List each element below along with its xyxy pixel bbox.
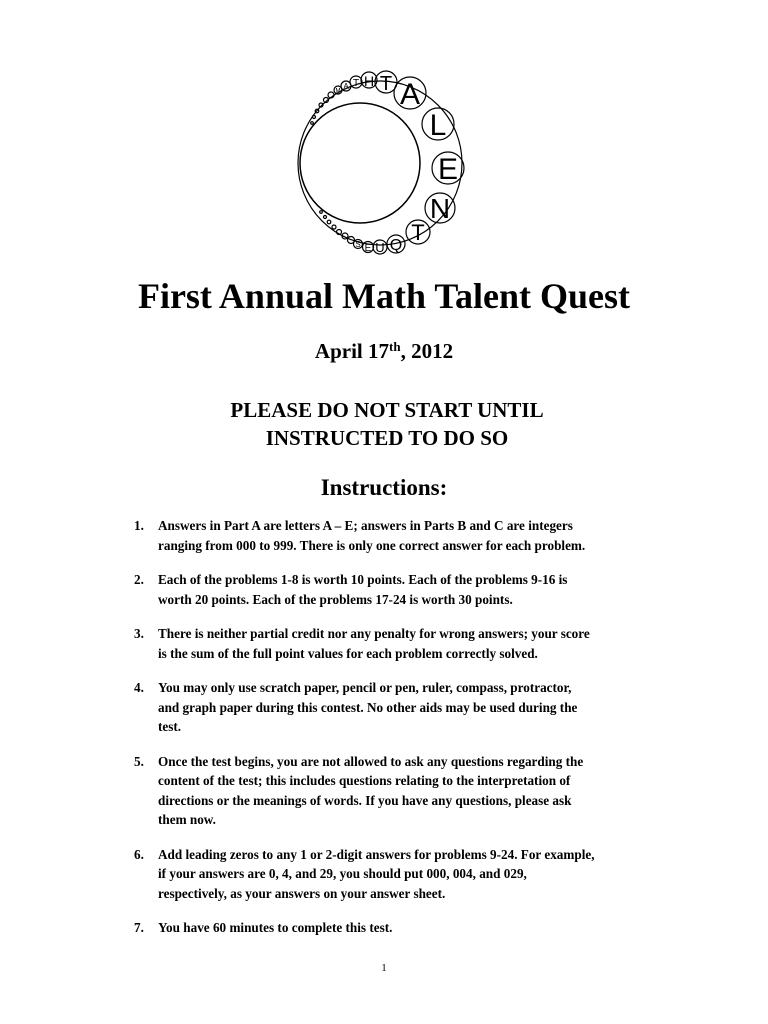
- logo-letter-l: L: [429, 109, 447, 142]
- logo-letter-n: N: [429, 193, 451, 224]
- logo-letter-e-small: E: [364, 243, 372, 254]
- instructions-heading: Instructions:: [320, 475, 448, 500]
- logo-letter-t-bottom: T: [411, 220, 425, 245]
- start-warning: [0, 396, 768, 452]
- instruction-item: [134, 624, 664, 663]
- instruction-number: 7.: [134, 920, 144, 935]
- instruction-text-line: is the sum of the full point values for each problem correctly solved.: [158, 645, 538, 661]
- date-month-day: April 17: [314, 339, 390, 363]
- logo-letter-q: Q: [389, 237, 403, 254]
- warning-line: PLEASE DO NOT START UNTIL: [230, 398, 544, 422]
- instruction-item: [134, 752, 664, 830]
- instruction-item: [134, 845, 664, 904]
- contest-date: [0, 336, 768, 366]
- instruction-text-line: Once the test begins, you are not allowed to ask any questions regarding the: [158, 753, 584, 769]
- logo-inner-ring: [300, 103, 420, 223]
- instruction-text-line: content of the test; this includes questions relating to the interpretation of: [158, 773, 571, 788]
- logo-letter-t-top: T: [379, 73, 393, 95]
- instruction-text-line: them now.: [158, 812, 216, 827]
- math-talent-quest-logo: [290, 68, 470, 258]
- date-year: , 2012: [400, 339, 454, 363]
- instruction-number: 5.: [134, 753, 144, 769]
- instruction-text-line: Each of the problems 1-8 is worth 10 points. Each of the problems 9-16 is: [158, 572, 568, 587]
- instruction-text-line: There is neither partial credit nor any penalty for wrong answers; your score: [158, 626, 590, 641]
- instruction-text-line: worth 20 points. Each of the problems 17-24 is worth 30 points.: [158, 591, 513, 607]
- instruction-item: [134, 516, 664, 555]
- logo-letter-m: M: [335, 88, 341, 95]
- page-title: First Annual Math Talent Quest: [137, 276, 631, 316]
- instruction-text-line: You have 60 minutes to complete this test.: [158, 920, 393, 935]
- logo-letter-s: S: [355, 240, 361, 249]
- instruction-item: [134, 570, 664, 609]
- logo-letter-e: E: [437, 153, 459, 186]
- date-ordinal-suffix: th: [389, 339, 401, 354]
- instruction-text-line: Answers in Part A are letters A – E; answers in Parts B and C are integers: [158, 518, 573, 533]
- instruction-number: 4.: [134, 680, 144, 695]
- instruction-number: 2.: [134, 572, 144, 587]
- instruction-number: 6.: [134, 846, 144, 862]
- page-number: 1: [381, 962, 387, 974]
- instructions-list: [134, 516, 664, 938]
- instruction-number: 3.: [134, 626, 144, 641]
- logo-letter-t-small: T: [352, 78, 360, 89]
- instruction-text-line: respectively, as your answers on your answer sheet.: [158, 885, 446, 901]
- logo-letter-a-small: A: [343, 82, 349, 91]
- instruction-text-line: Add leading zeros to any 1 or 2-digit answers for problems 9-24. For example,: [158, 846, 595, 862]
- logo-letter-h: H: [363, 73, 375, 89]
- instruction-text-line: and graph paper during this contest. No other aids may be used during the: [158, 699, 578, 715]
- instruction-number: 1.: [134, 518, 144, 533]
- instruction-text-line: ranging from 000 to 999. There is only one correct answer for each problem.: [158, 537, 586, 553]
- instruction-text-line: directions or the meanings of words. If you have any questions, please ask: [158, 792, 572, 808]
- warning-line: INSTRUCTED TO DO SO: [265, 426, 509, 450]
- instruction-item: [134, 678, 664, 737]
- logo-letter-a: A: [399, 78, 421, 111]
- instruction-text-line: You may only use scratch paper, pencil or pen, ruler, compass, protractor,: [158, 680, 572, 695]
- instruction-text-line: if your answers are 0, 4, and 29, you should put 000, 004, and 029,: [158, 866, 527, 881]
- instruction-text-line: test.: [158, 719, 182, 734]
- logo-letter-u: U: [375, 240, 385, 255]
- instruction-item: [134, 918, 664, 938]
